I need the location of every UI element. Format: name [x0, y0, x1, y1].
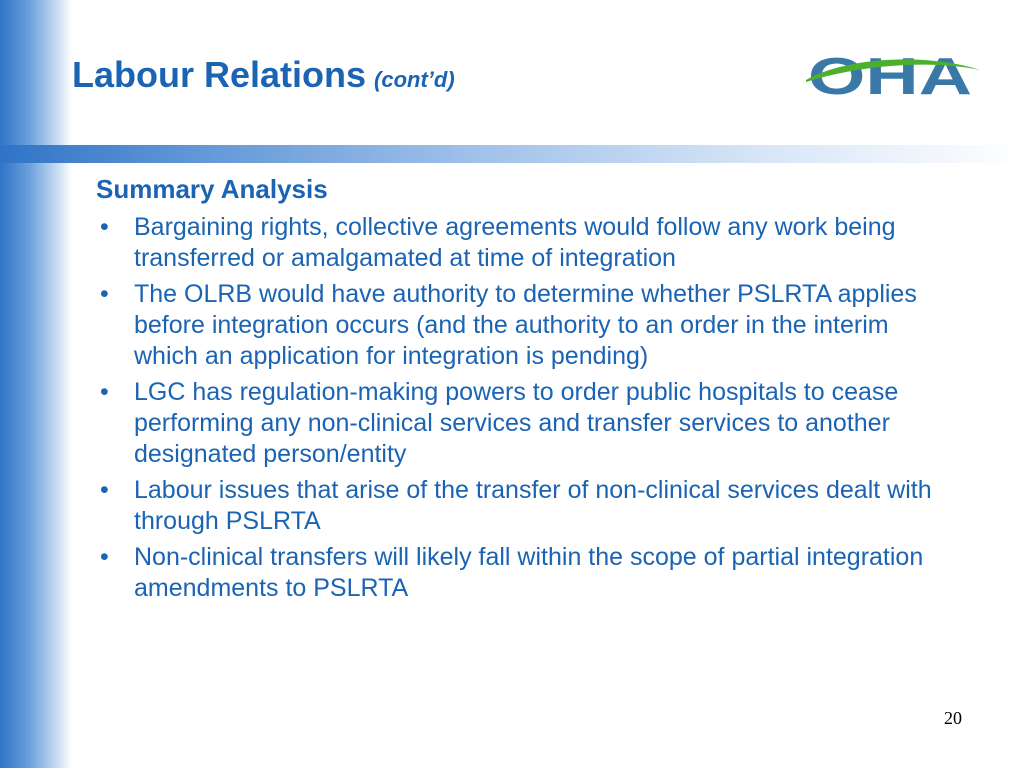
list-item	[96, 542, 956, 604]
list-item	[96, 475, 956, 537]
bullet-text: Non-clinical transfers will likely fall within the scope of partial integration amendments to PSLRTA	[134, 543, 924, 602]
bullet-icon: •	[100, 213, 109, 241]
bullet-text: Bargaining rights, collective agreements would follow any work being transferred or amalgamated at time of integration	[134, 213, 896, 272]
page-number: 20	[944, 708, 962, 728]
slide-title-suffix: (cont’d)	[374, 67, 455, 92]
header-gradient-rule	[0, 145, 1024, 163]
bullet-list	[96, 212, 956, 609]
list-item	[96, 279, 956, 372]
slide-title-main: Labour Relations	[72, 54, 367, 95]
bullet-icon: •	[100, 543, 109, 571]
section-heading: Summary Analysis	[96, 174, 328, 204]
bullet-text: LGC has regulation-making powers to order public hospitals to cease performing any non-clinical services and transfer services to another designated person/entity	[134, 378, 899, 468]
list-item	[96, 377, 956, 470]
slide-title	[72, 52, 455, 103]
bullet-icon: •	[100, 280, 109, 308]
bullet-icon: •	[100, 378, 109, 406]
list-item	[96, 212, 956, 274]
bullet-text: Labour issues that arise of the transfer of non-clinical services dealt with through PSLRTA	[134, 476, 932, 535]
bullet-icon: •	[100, 476, 109, 504]
bullet-text: The OLRB would have authority to determine whether PSLRTA applies before integration occurs (and the authority to an order in the interim which an application for integration is pending)	[134, 280, 917, 370]
oha-logo-text: OHA	[808, 48, 972, 104]
oha-logo	[804, 44, 984, 104]
left-gradient-band	[0, 0, 72, 768]
